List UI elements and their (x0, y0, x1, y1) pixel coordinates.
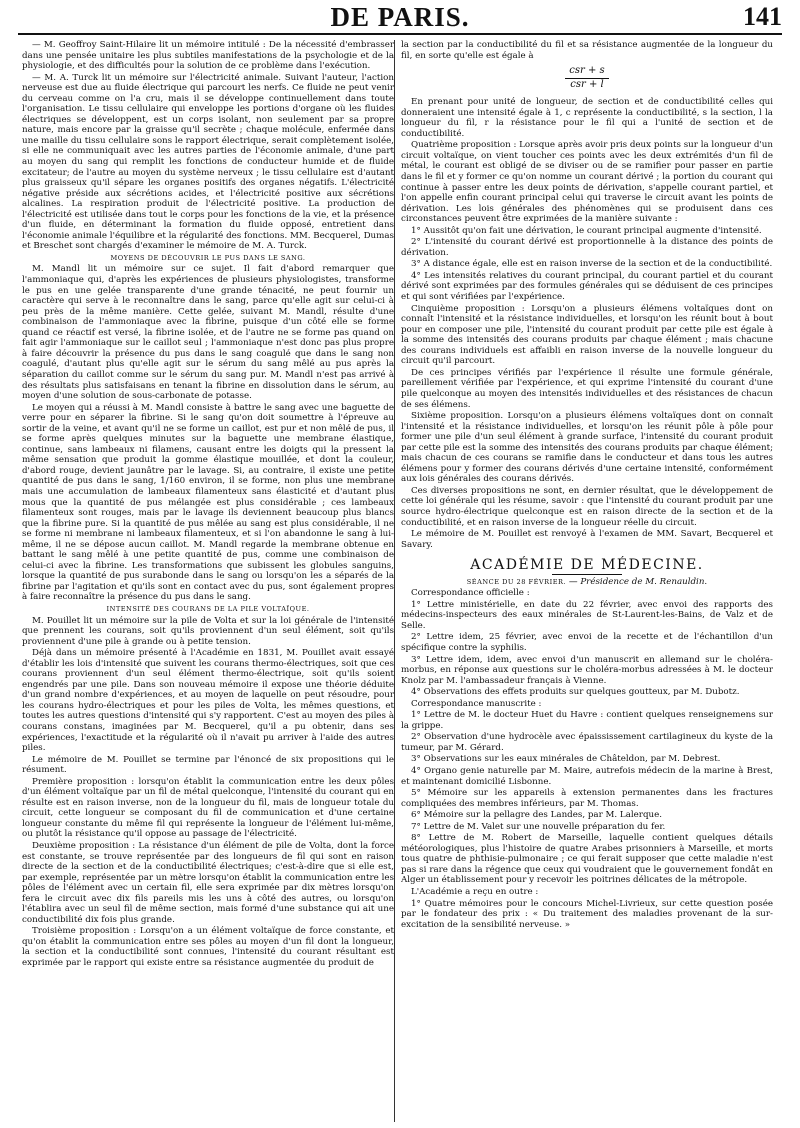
paragraph: En prenant pour unité de longueur, de section et de conductibilité celles qui donneraient une intensité égale à 1, c représente la conductibilité, s la section, l la longueur du fil, r la résistance pour le fil qui a l'unité de section et de conductibilité. (401, 97, 773, 139)
paragraph: Ces diverses propositions ne sont, en dernier résultat, que le développement de cette loi générale qui les résume, savoir : que l'intensité du courant produit par une source hydro-électrique quelconque est en raison directe de la section et de la conductibilité, et en raison inverse de la longueur réelle du circuit. (401, 485, 773, 528)
paragraph: Cinquième proposition : Lorsqu'on a plusieurs élémens voltaïques dont on connaît l'intensité et la résistance individuelles, et lorsqu'on les réunit bout à bout pour en composer une pile, l'intensité du courant produit par cette pile est égale à la somme des intensités des courans produits par chaque élément ; mais chacune des courans individuels est affaibli en raison inverse de la nouvelle longueur du circuit qu'il parcourt. (401, 303, 773, 367)
left-column (22, 40, 394, 1122)
section-title-pile: INTENSITÉ DES COURANS DE LA PILE VOLTAÏQUE. (106, 604, 310, 613)
paragraph: Deuxième proposition : La résistance d'un élément de pile de Volta, dont la force est constante, se trouve représentée par des longueurs de fil qui sont en raison directe de la section et de la conductibilité électriques; c'est-à-dire que si elle est, par exemple, représentée par un mètre lorsqu'on établit la communication entre les pôles de l'élément avec un certain fil, elle sera exprimée par dix mètres lorsqu'on fera le circuit avec dix fils pareils mis les uns à côté des autres, ou lorsqu'on l'établira avec un seul fil de même section, mais formé d'une substance qui ait une conductibilité dix fois plus grande. (22, 841, 394, 925)
paragraph: Quatrième proposition : Lorsque après avoir pris deux points sur la longueur d'un circuit voltaïque, on vient toucher ces points avec les deux extrémités d'un fil de métal, le courant est obligé de se diviser ou de se ramifier pour passer en partie dans le fil et y former ce qu'on nomme un courant dérivé ; la portion du courant qui continue à passer entre les deux points de dérivation, s'appelle courant partiel, et l'on appelle enfin courant principal celui qui traverse le circuit avant les points de dérivation. Les lois générales des phénomènes qui se produisent dans ces circonstances peuvent être exprimées de la manière suivante : (401, 140, 773, 225)
right-column (401, 40, 773, 1122)
list-item: 4° Observations des effets produits sur quelques goutteux, par M. Dubotz. (411, 687, 740, 698)
paragraph: De ces principes vérifiés par l'expérience il résulte une formule générale, pareillement vérifiée par l'expérience, et qui exprime l'intensité du courant d'une pile quelconque au moyen des intensités individuelles et des résistances de chacun de ses élémens. (401, 367, 773, 410)
page-header (18, 0, 782, 30)
academie-title: ACADÉMIE DE MÉDECINE. (470, 557, 704, 574)
list-item: 3° Observations sur les eaux minérales de Châteldon, par M. Debrest. (411, 754, 721, 765)
paragraph: M. Mandl lit un mémoire sur ce sujet. Il fait d'abord remarquer que l'ammoniaque qui, d'après les expériences de plusieurs physiologistes, transforme le pus en une gelée transparente d'une grande ténacité, ne peut fournir un caractère qui serve à le reconnaître dans le sang, parce qu'elle agit sur celui-ci à peu près de la même manière. Cette gelée, suivant M. Mandl, résulte d'une combinaison de l'ammoniaque avec la fibrine, puisque d'un côté elle se forme quand ce réactif est versé, la fibrine isolée, et de l'autre ne se forme pas quand on fait agir l'ammoniaque sur le caillot seul ; l'ammoniaque n'est donc pas plus propre à faire découvrir la présence du pus dans le sang coagulé que dans le sang non coagulé, d'autant plus qu'elle agit sur le sérum du sang mêlé au pus après la séparation du caillot comme sur le sérum du sang pur. M. Mandl n'est pas arrivé à des résultats plus satisfaisans en tenant la fibrine en dissolution dans le sérum, au moyen d'une solution de sous-carbonate de potasse. (22, 264, 394, 402)
paragraph: 4° Les intensités relatives du courant principal, du courant partiel et du courant dérivé sont exprimées par des formules générales qui se déduisent de ces principes et qui sont vérifiées par l'expérience. (401, 270, 773, 303)
paragraph: — M. Geoffroy Saint-Hilaire lit un mémoire intitulé : De la nécessité d'embrasser dans une pensée unitaire les plus subtiles manifestations de la psychologie et de la physiologie, et des difficultés pour la solution de ce problème dans l'exécution. (22, 40, 394, 72)
academie-heading (401, 557, 773, 575)
list-item: 5° Mémoire sur les appareils à extension permanentes dans les fractures compliquées des membres inférieurs, par M. Thomas. (401, 788, 773, 809)
paragraph: Troisième proposition : Lorsqu'on a un élément voltaïque de force constante, et qu'on établit la communication entre ses pôles au moyen d'un fil dont la longueur, la section et la conductibilité sont connues, l'intensité du courant résultant est exprimée par le rapport qui existe entre sa résistance augmentée du produit de (22, 926, 394, 969)
paragraph: Le mémoire de M. Pouillet est renvoyé à l'examen de MM. Savart, Becquerel et Savary. (401, 529, 773, 550)
paragraph: Déjà dans un mémoire présenté à l'Académie en 1831, M. Pouillet avait essayé d'établir les lois d'intensité que suivent les courans thermo-électriques, soit que ces courans proviennent d'un seul élément thermo-électrique, soit qu'ils soient engendrés par une pile. Dans son nouveau mémoire il expose une théorie déduite d'un grand nombre d'expériences, et au moyen de laquelle on peut résoudre, pour les courans hydro-électriques et pour les piles de Volta, les mêmes questions, et toutes les autres questions d'intensité qui s'y rapportent. C'est au moyen des piles à courans constans, imaginées par M. Becquerel, qu'il a pu obtenir, dans ses expériences, l'exactitude et la régularité où il n'avait pu arriver à l'aide des autres piles. (22, 648, 394, 754)
paragraph: Correspondance officielle : (411, 588, 530, 599)
list-item: 1° Quatre mémoires pour le concours Michel-Livrieux, sur cette question posée par le fondateur des prix : « Du traitement des maladies provenant de la sur-excitation de la sensibilité nerveuse. » (401, 898, 773, 930)
formula-denominator: csr + l (570, 78, 604, 90)
paragraph: L'Académie a reçu en outre : (411, 887, 539, 898)
header-rule (18, 33, 782, 35)
section-title-pus: MOYENS DE DÉCOUVRIR LE PUS DANS LE SANG. (110, 253, 306, 262)
paragraph: M. Pouillet lit un mémoire sur la pile de Volta et sur la loi générale de l'intensité que prennent les courans, soit qu'ils proviennent d'un seul élément, soit qu'ils proviennent d'une pile à grande ou à petite tension. (22, 615, 394, 647)
column-divider (394, 40, 395, 1122)
seance-label: SÉANCE DU 28 FÉVRIER. (466, 577, 567, 586)
academie-underline (552, 574, 622, 575)
page-title: DE PARIS. (330, 2, 470, 32)
list-item: 2° Lettre idem, 25 février, avec envoi de la recette et de l'échantillon d'un spécifique contre la syphilis. (401, 632, 773, 653)
paragraph: la section par la conductibilité du fil et sa résistance augmentée de la longueur du fil, en sorte qu'elle est égale à (401, 40, 773, 61)
paragraph: 2° L'intensité du courant dérivé est proportionnelle à la distance des points de dérivation. (401, 237, 773, 258)
list-item: 7° Lettre de M. Valet sur une nouvelle préparation du fer. (411, 821, 666, 832)
paragraph: — M. A. Turck lit un mémoire sur l'électricité animale. Suivant l'auteur, l'action nerveuse est due au fluide électrique qui parcourt les nerfs. Ce fluide ne peut venir du cerveau comme on l'a cru, mais il se développe continuellement dans toute l'organisation. Le tissu cellulaire qui enveloppe les portions d'organe où les fluides électriques se développent, est un corps isolant, non seulement par sa propre nature, mais encore par la graisse qu'il secrète ; chaque molécule, enfermée dans une maille du tissu cellulaire sons le rapport électrique, serait complètement isolée, si elle ne communiquait avec les autres parties de l'économie animale, d'une part au moyen du sang qui remplit les fonctions de conducteur humide et de fluide excitateur; de l'autre au moyen du système nerveux ; le tissu cellulaire est d'autant plus graisseux qu'il sépare les organes positifs des organes négatifs. L'électricité négative préside aux sécrétions acides, et l'électricité positive aux sécrétions alcalines. La respiration produit de l'électricité positive. La production de l'électricité est utilisée dans tout le corps pour les fonctions de la vie, et la présence d'un fluide, en déterminant la formation du fluide opposé, entretient dans l'économie animale l'équilibre et la régularité des fonctions. MM. Becquerel, Dumas et Breschet sont chargés d'examiner le mémoire de M. A. Turck. (22, 72, 394, 252)
seance-line (401, 577, 773, 588)
list-item: 1° Lettre ministérielle, en date du 22 février, avec envoi des rapports des médecins-inspecteurs des eaux minérales de St-Laurent-les-Bains, de Valz et de Selle. (401, 599, 773, 631)
paragraph: 1° Aussitôt qu'on fait une dérivation, le courant principal augmente d'intensité. (411, 225, 762, 236)
paragraph: Le moyen qui a réussi à M. Mandl consiste à battre le sang avec une baguette de verre pour en séparer la fibrine. Si le sang qu'on doit soumettre à l'épreuve au sortir de la veine, et avant qu'il ne se forme un caillot, est pur et non mêlé de pus, il se forme après quelques minutes sur la baguette une membrane élastique, continue, sans lambeaux ni filamens, causant entre les doigts qui la pressent la même sensation que produit la gomme élastique mouillée, et dont la couleur, d'abord rouge, devient jaunâtre par le lavage. Si, au contraire, il existe une petite quantité de pus dans le sang, 1/160 environ, il se forme, non plus une membrane mais une accumulation de lambeaux filamenteux sans élasticité et d'autant plus mous que la quantité de pus mélangée est plus considérable ; ces lambeaux filamenteux sont rouges, mais par le lavage ils deviennent beaucoup plus blancs que la fibrine pure. Si la quantité de pus mêlée au sang est plus considérable, il ne se forme ni membrane ni lambeaux filamenteux, et si l'on abandonne le sang à lui-même, il ne se dépose aucun caillot. M. Mandl regarde la membrane obtenue en battant le sang mêlé à une petite quantité de pus, comme une combinaison de celui-ci avec la fibrine. Les transformations que subissent les globules sanguins, lorsque la quantité de pus surabonde dans le sang ou lorsqu'on les a séparés de la fibrine par l'agitation et qu'ils sont en contact avec du pus, sont également propres à faire reconnaître la présence du pus dans le sang. (22, 402, 394, 603)
list-item: 4° Organo genie naturelle par M. Maire, autrefois médecin de la marine à Brest, et maintenant domicilié Lisbonne. (401, 766, 773, 787)
list-item: 6° Mémoire sur la pellagre des Landes, par M. Lalerque. (411, 810, 663, 821)
paragraph: Le mémoire de M. Pouillet se termine par l'énoncé de six propositions qui le résument. (22, 754, 394, 776)
formula (401, 66, 773, 90)
paragraph: Première proposition : lorsqu'on établit la communication entre les deux pôles d'un élément voltaïque par un fil de métal quelconque, l'intensité du courant qui en résulte est en raison inverse, non de la longueur du fil, mais de longueur totale du circuit, cette longueur se composant du fil de communication et d'une certaine longueur constante du même fil qui représente la longueur de l'élément lui-même, ou plutôt la résistance qu'il oppose au passage de l'électricité. (22, 776, 394, 840)
list-item: 3° Lettre idem, idem, avec envoi d'un manuscrit en allemand sur le choléra-morbus, en réponse aux questions sur le choléra-morbus adressées à M. le docteur Knolz par M. l'ambassadeur français à Vienne. (401, 654, 773, 686)
paragraph: Sixième proposition. Lorsqu'on a plusieurs élémens voltaïques dont on connaît l'intensité et la résistance individuelles, et lorsqu'on les réunit pôle à pôle pour former une pile d'un seul élément à grande surface, l'intensité du courant produit par cette pile est la somme des intensités des courans produits par chaque élément; mais chacun de ces courans se ramifie dans le conducteur et dans tous les autres élémens pour y former des courans dérivés d'une certaine intensité, conformément aux lois générales des courans dérivés. (401, 411, 773, 485)
list-item: 1° Lettre de M. le docteur Huet du Havre : contient quelques renseignemens sur la grippe. (401, 710, 773, 731)
page-number: 141 (743, 2, 782, 31)
formula-numerator: csr + s (565, 66, 608, 79)
list-item: 2° Observation d'une hydrocèle avec épaississement cartilagineux du kyste de la tumeur, par M. Gérard. (401, 732, 773, 753)
list-item: 8° Lettre de M. Robert de Marseille, laquelle contient quelques détails météorologiques, plus l'histoire de quatre Arabes prisonniers à Marseille, et morts tous quatre de phthisie-pulmonaire ; ce qui ferait supposer que cette maladie n'est pas si rare dans la régence que ceux qui voudraient que le gouvernement fondât en Alger un établissement pour y recevoir les poitrines délicates de la métropole. (401, 833, 773, 886)
seance-president: — Présidence de M. Renauldin. (568, 576, 708, 587)
paragraph: 3° A distance égale, elle est en raison inverse de la section et de la conductibilité. (411, 259, 773, 270)
paragraph: Correspondance manuscrite : (411, 698, 542, 709)
